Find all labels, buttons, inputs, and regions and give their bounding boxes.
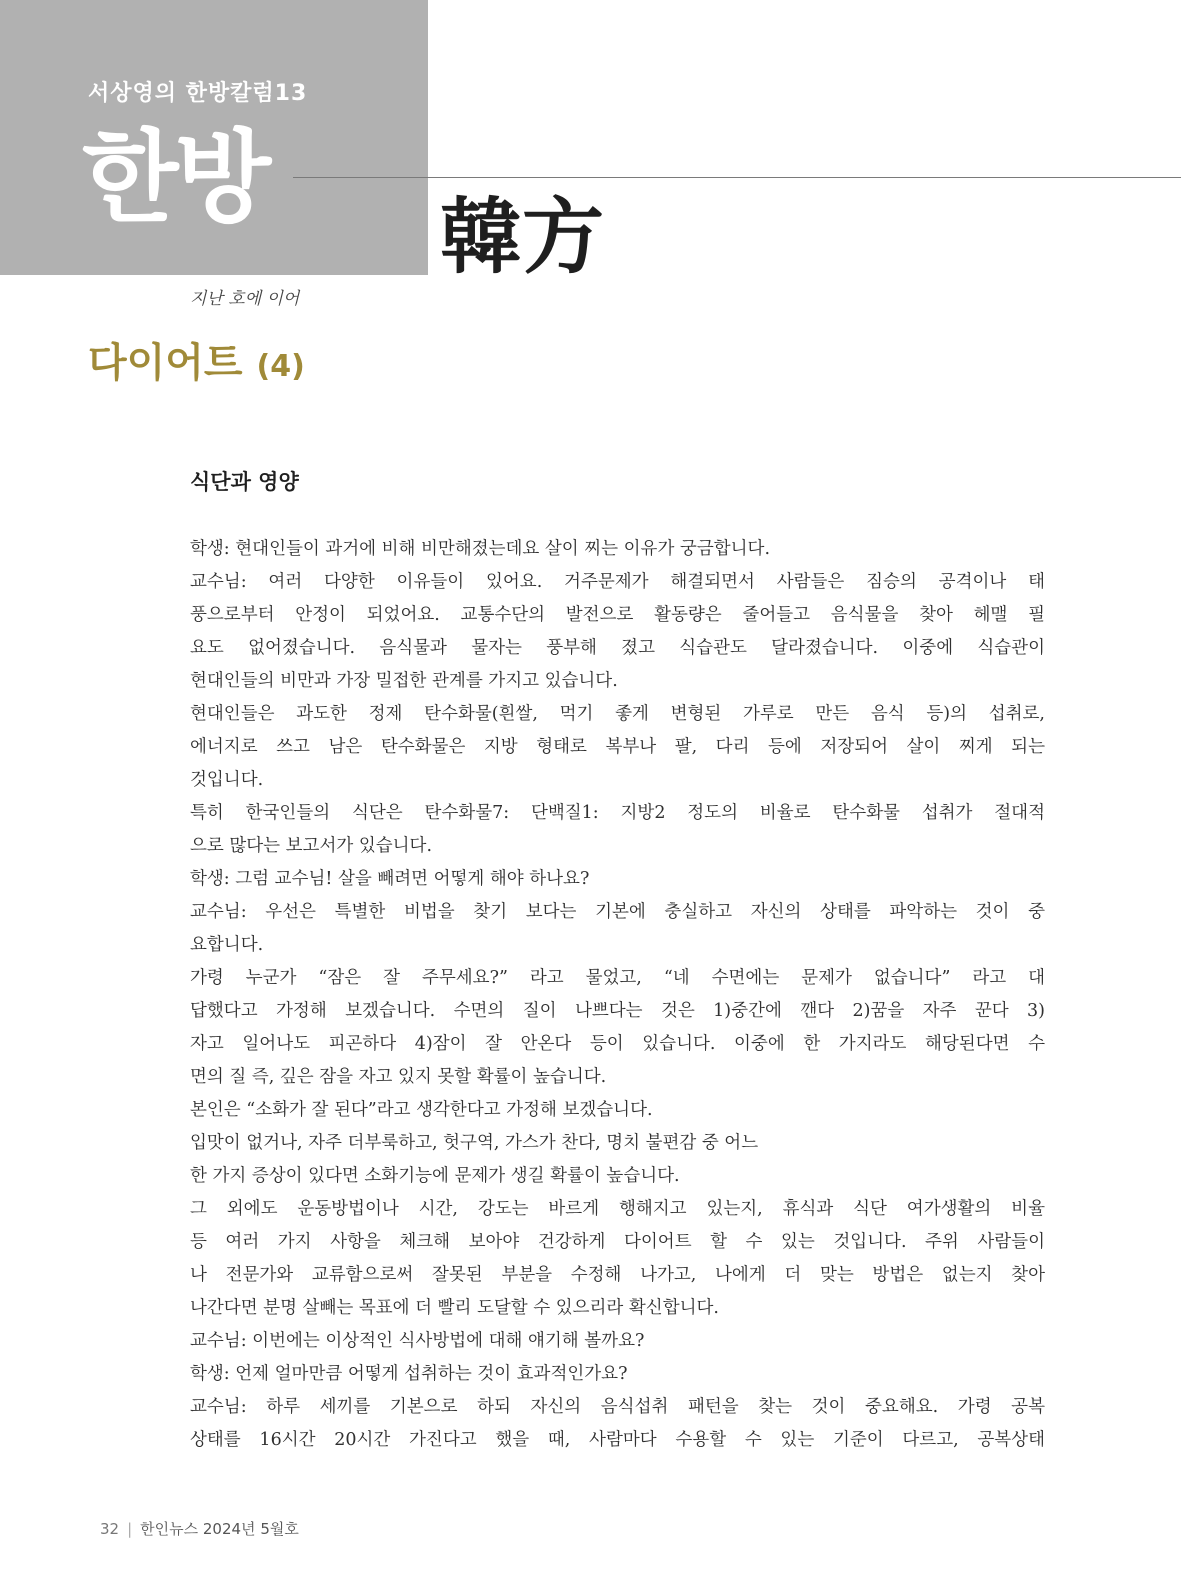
body-line: 면의 질 즉, 깊은 잠을 자고 있지 못할 확률이 높습니다. <box>190 1067 607 1087</box>
body-line: 특히 한국인들의 식단은 탄수화물7: 단백질1: 지방2 정도의 비율로 탄수화물 섭취가 절대적 <box>190 803 1045 823</box>
body-line: 나간다면 분명 살빼는 목표에 더 빨리 도달할 수 있으리라 확신합니다. <box>190 1298 719 1318</box>
body-line: 답했다고 가정해 보겠습니다. 수면의 질이 나쁘다는 것은 1)중간에 깬다 2)꿈을 자주 꾼다 3) <box>190 1001 1045 1021</box>
section-heading: 식단과 영양 <box>190 470 299 494</box>
body-line: 상태를 16시간 20시간 가진다고 했을 때, 사람마다 수용할 수 있는 기준이 다르고, 공복상태 <box>190 1430 1045 1450</box>
body-line: 한 가지 증상이 있다면 소화기능에 문제가 생길 확률이 높습니다. <box>190 1166 680 1186</box>
body-line: 교수님: 여러 다양한 이유들이 있어요. 거주문제가 해결되면서 사람들은 짐승의 공격이나 태 <box>190 572 1045 592</box>
body-line: 그 외에도 운동방법이나 시간, 강도는 바르게 행해지고 있는지, 휴식과 식단 여가생활의 비율 <box>190 1199 1045 1219</box>
article-title <box>88 338 305 392</box>
body-line: 자고 일어나도 피곤하다 4)잠이 잘 안온다 등이 있습니다. 이중에 한 가지라도 해당된다면 수 <box>190 1034 1045 1054</box>
footer-separator: | <box>127 1520 133 1538</box>
continued-note: 지난 호에 이어 <box>190 289 300 309</box>
page-footer <box>100 1518 299 1539</box>
body-line: 나 전문가와 교류함으로써 잘못된 부분을 수정해 나가고, 나에게 더 맞는 방법은 없는지 찾아 <box>190 1265 1045 1285</box>
body-line: 교수님: 하루 세끼를 기본으로 하되 자신의 음식섭취 패턴을 찾는 것이 중요해요. 가령 공복 <box>190 1397 1045 1417</box>
body-line: 것입니다. <box>190 770 264 790</box>
body-line: 으로 많다는 보고서가 있습니다. <box>190 836 433 856</box>
body-line: 현대인들의 비만과 가장 밀접한 관계를 가지고 있습니다. <box>190 671 618 691</box>
article-part-number: (4) <box>256 349 305 384</box>
body-line: 현대인들은 과도한 정제 탄수화물(흰쌀, 먹기 좋게 변형된 가루로 만든 음식 등)의 섭취로, <box>190 704 1045 724</box>
body-line: 교수님: 우선은 특별한 비법을 찾기 보다는 기본에 충실하고 자신의 상태를 파악하는 것이 중 <box>190 902 1045 922</box>
column-big-title: 한방 <box>82 119 268 236</box>
body-line: 학생: 현대인들이 과거에 비해 비만해졌는데요 살이 찌는 이유가 궁금합니다. <box>190 539 771 559</box>
body-line: 에너지로 쓰고 남은 탄수화물은 지방 형태로 복부나 팔, 다리 등에 저장되어 살이 찌게 되는 <box>190 737 1045 757</box>
body-line: 요도 없어졌습니다. 음식물과 물자는 풍부해 졌고 식습관도 달라졌습니다. 이중에 식습관이 <box>190 638 1045 658</box>
body-line: 요합니다. <box>190 935 264 955</box>
article-body <box>190 533 1045 1457</box>
column-hanja-title: 韓方 <box>440 190 605 285</box>
body-line: 등 여러 가지 사항을 체크해 보아야 건강하게 다이어트 할 수 있는 것입니다. 주위 사람들이 <box>190 1232 1045 1252</box>
body-line: 본인은 “소화가 잘 된다”라고 생각한다고 가정해 보겠습니다. <box>190 1100 653 1120</box>
body-line: 가령 누군가 “잠은 잘 주무세요?” 라고 물었고, “네 수면에는 문제가 없습니다” 라고 대 <box>190 968 1045 988</box>
article-title-text: 다이어트 <box>88 340 243 386</box>
body-line: 입맛이 없거나, 자주 더부룩하고, 헛구역, 가스가 찬다, 명치 불편감 중 어느 <box>190 1133 759 1153</box>
body-line: 풍으로부터 안정이 되었어요. 교통수단의 발전으로 활동량은 줄어들고 음식물을 찾아 헤맬 필 <box>190 605 1045 625</box>
page-number: 32 <box>100 1520 120 1538</box>
header-rule <box>293 177 1181 178</box>
publication-name: 한인뉴스 2024년 5월호 <box>140 1520 299 1538</box>
column-series-label: 서상영의 한방칼럼13 <box>88 81 308 106</box>
body-line: 학생: 언제 얼마만큼 어떻게 섭취하는 것이 효과적인가요? <box>190 1364 628 1384</box>
body-line: 학생: 그럼 교수님! 살을 빼려면 어떻게 해야 하나요? <box>190 869 590 889</box>
header-gray-block <box>0 0 428 275</box>
body-line: 교수님: 이번에는 이상적인 식사방법에 대해 얘기해 볼까요? <box>190 1331 645 1351</box>
